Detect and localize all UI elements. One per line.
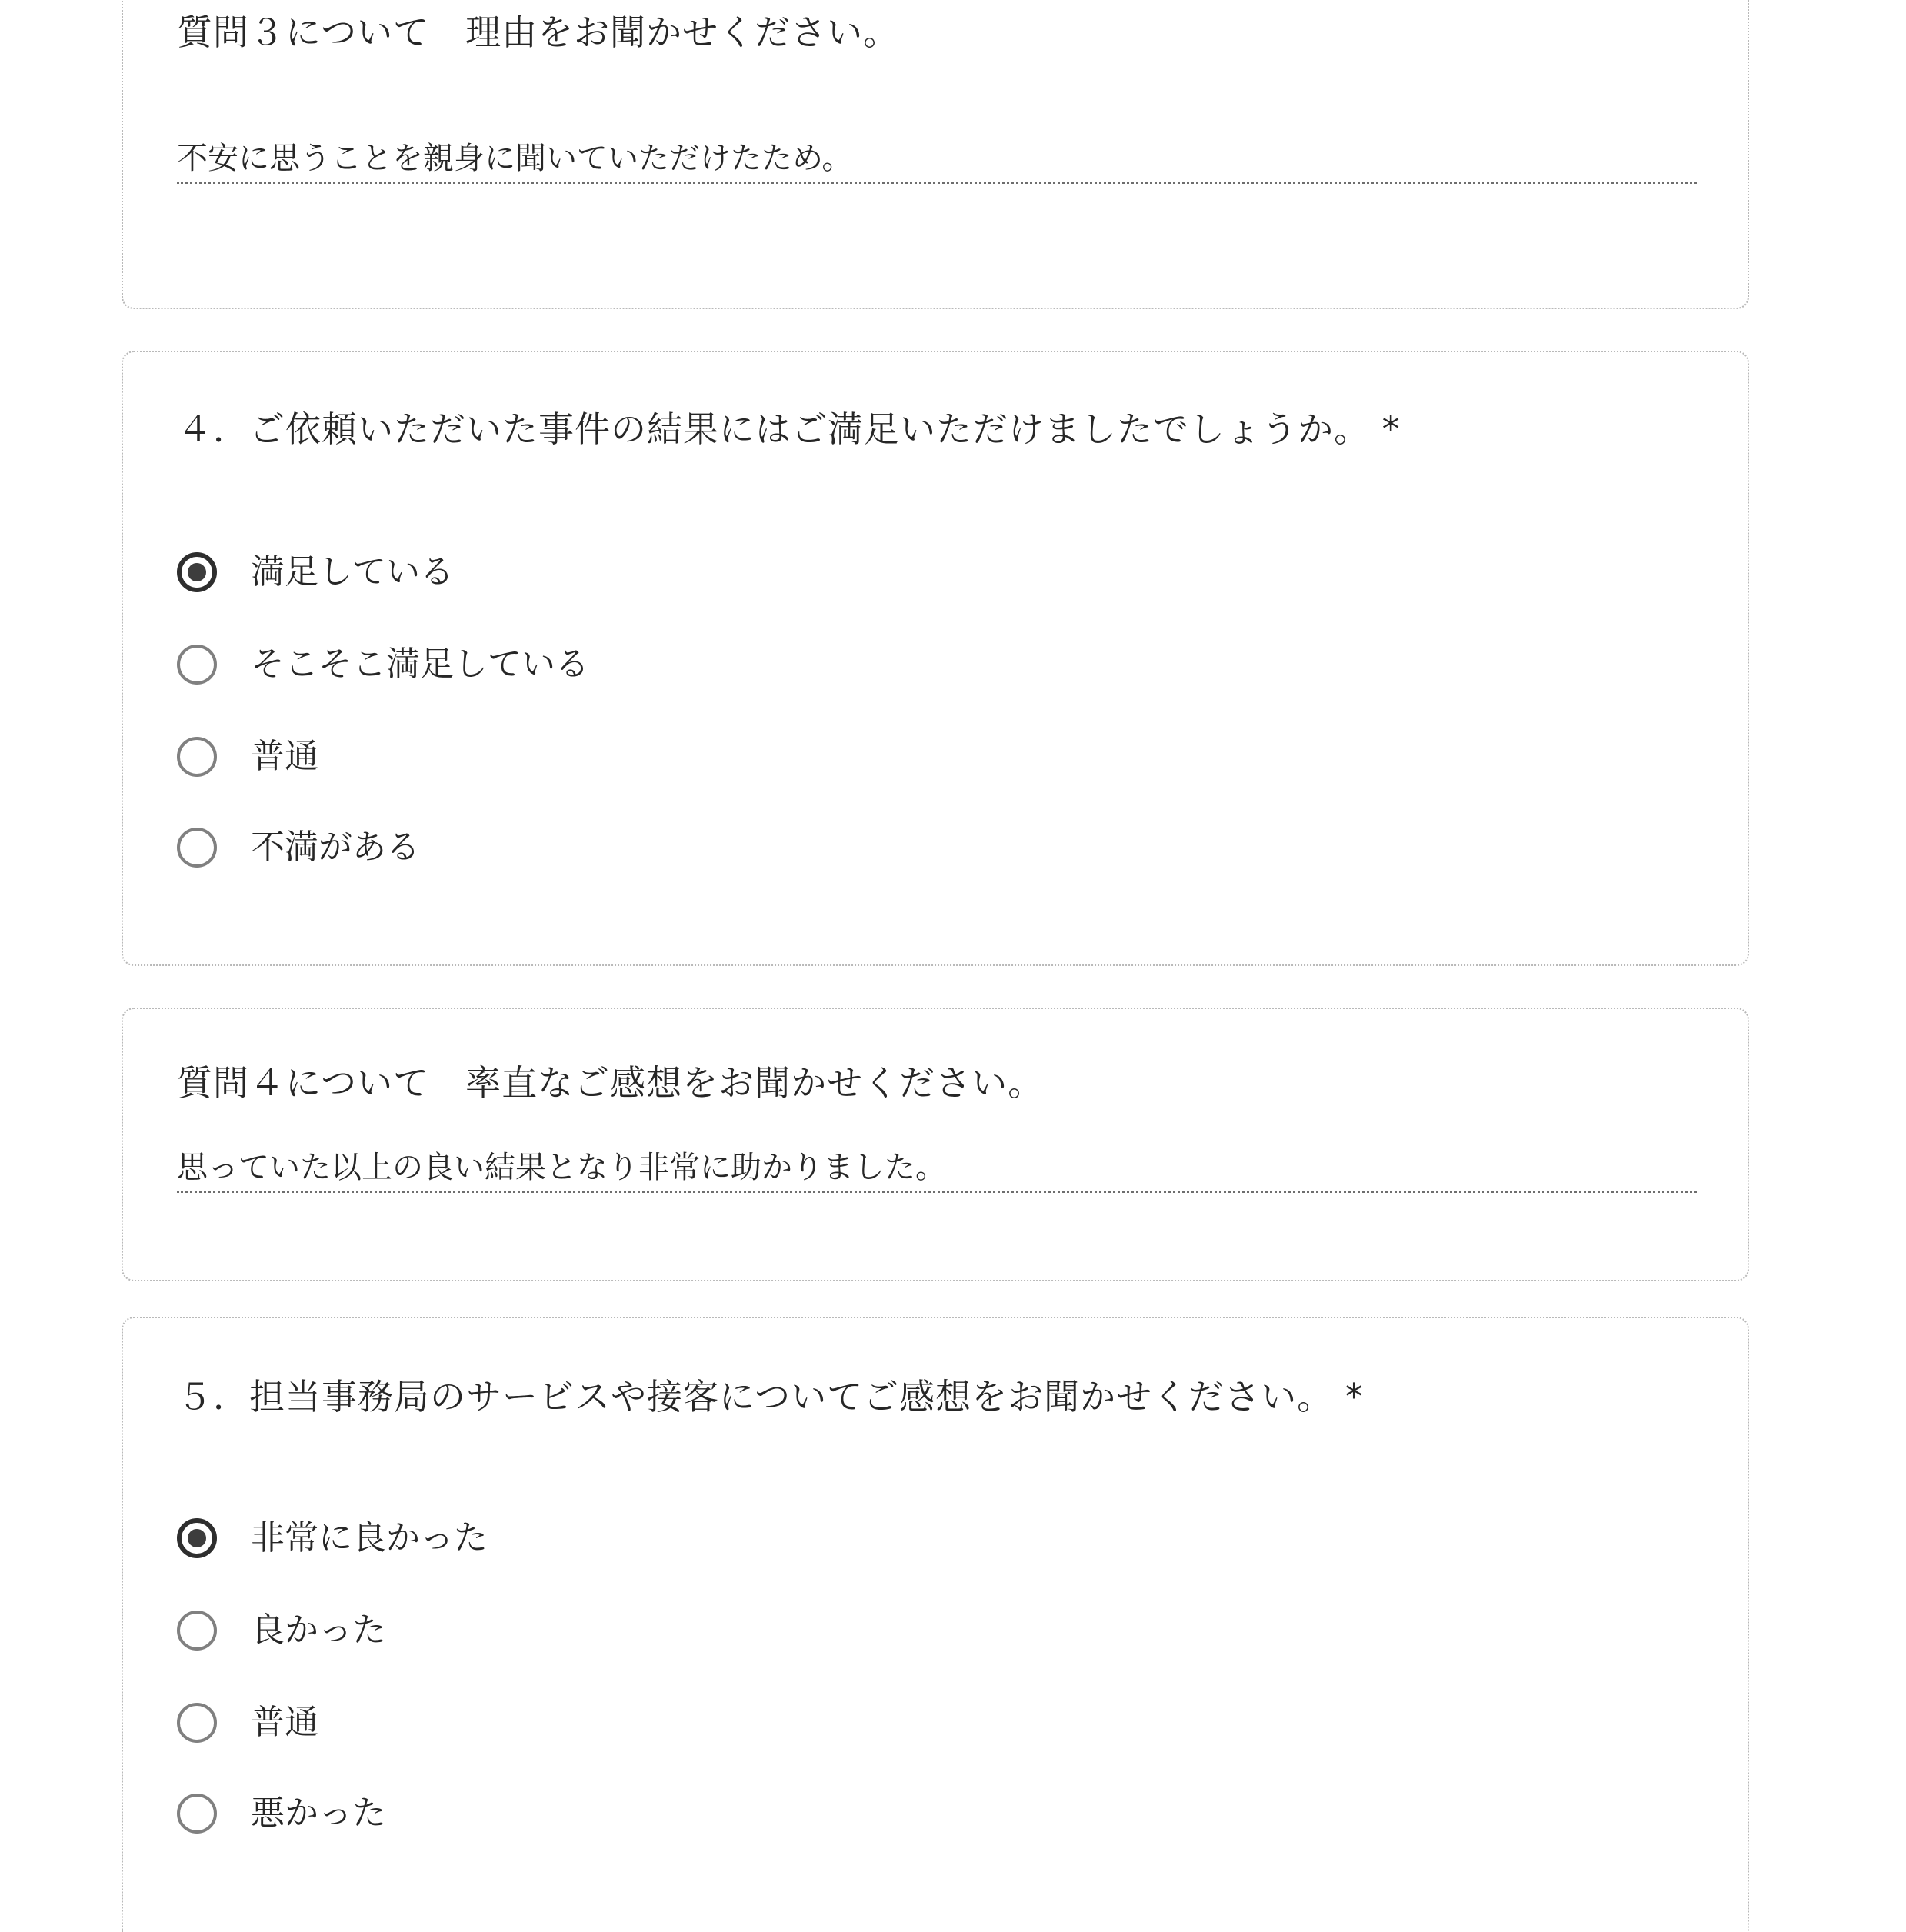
q4-comment-card xyxy=(122,1008,1749,1281)
q4-option-3[interactable] xyxy=(177,823,1254,872)
q5-option-label: 普通 xyxy=(251,1703,318,1742)
q3-reason-title: 質問３について 理由をお聞かせください。 xyxy=(177,12,900,53)
q5-option-label: 悪かった xyxy=(251,1794,386,1833)
q4-option-label: 不満がある xyxy=(251,828,420,867)
q4-option-label: そこそこ満足している xyxy=(251,645,589,684)
q4-option-0[interactable] xyxy=(177,548,1254,597)
q4-radio-0[interactable] xyxy=(177,552,217,592)
q3-reason-card xyxy=(122,0,1749,309)
q4-radio-2[interactable] xyxy=(177,737,217,777)
q5-card xyxy=(122,1317,1749,1932)
q5-radio-1[interactable] xyxy=(177,1611,217,1651)
q4-option-2[interactable] xyxy=(177,732,1254,781)
q4-card xyxy=(122,351,1749,966)
q4-option-1[interactable] xyxy=(177,640,1254,689)
q3-reason-answer[interactable]: 不安に思うことを親身に聞いていただけたため。 xyxy=(177,137,1697,184)
q4-comment-answer[interactable]: 思っていた以上の良い結果となり非常に助かりました。 xyxy=(177,1146,1697,1193)
radio-dot-icon xyxy=(188,563,206,581)
q5-radio-2[interactable] xyxy=(177,1703,217,1743)
radio-dot-icon xyxy=(188,1529,206,1547)
q4-radio-3[interactable] xyxy=(177,828,217,868)
q5-option-label: 良かった xyxy=(251,1611,386,1650)
q5-option-3[interactable] xyxy=(177,1789,1254,1838)
q5-option-2[interactable] xyxy=(177,1698,1254,1747)
q5-option-label: 非常に良かった xyxy=(251,1518,488,1557)
q5-radio-3[interactable] xyxy=(177,1794,217,1834)
q5-option-1[interactable] xyxy=(177,1606,1254,1655)
q4-option-label: 普通 xyxy=(251,737,318,776)
q4-comment-title: 質問４について 率直なご感想をお聞かせください。 xyxy=(177,1062,1045,1104)
q4-title: ４．ご依頼いただいた事件の結果にはご満足いただけましたでしょうか。 * xyxy=(177,408,1401,450)
q5-title: ５．担当事務局のサービスや接客についてご感想をお聞かせください。 * xyxy=(177,1376,1364,1417)
q5-option-0[interactable] xyxy=(177,1514,1254,1563)
q4-option-label: 満足している xyxy=(251,552,454,591)
q5-radio-0[interactable] xyxy=(177,1518,217,1558)
q4-radio-1[interactable] xyxy=(177,645,217,685)
